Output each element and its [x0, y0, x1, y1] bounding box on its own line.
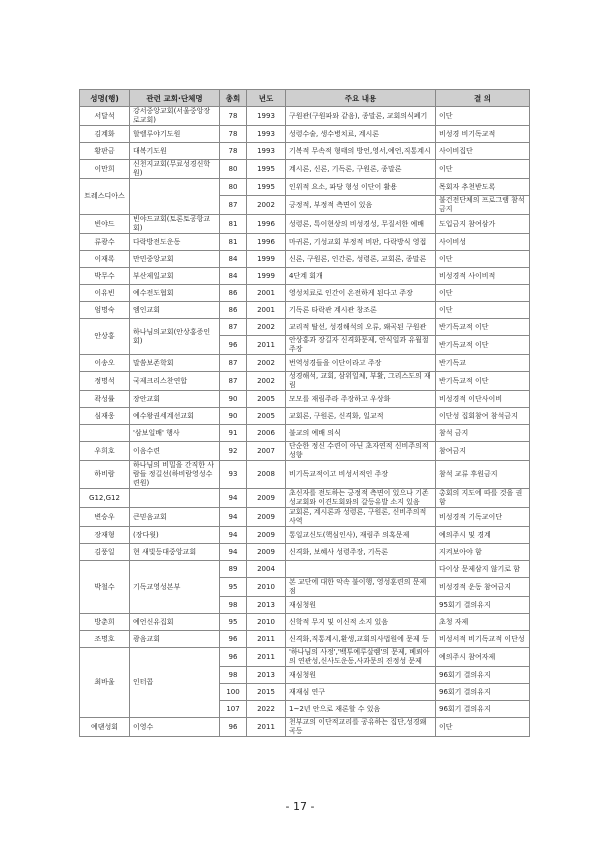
cell-content: 계시론, 신론, 기독론, 구원론, 종말론 [286, 160, 436, 179]
table-header-row [80, 90, 530, 107]
cell-name: 심재웅 [80, 408, 130, 425]
cell-org: 이영수 [130, 718, 220, 737]
cell-org: 장안교회 [130, 391, 220, 408]
cell-content: 재심청원 [286, 597, 436, 614]
cell-year: 2011 [247, 336, 286, 355]
cell-org [130, 179, 220, 215]
cell-resolution: 이단 [436, 718, 530, 737]
cell-year: 1999 [247, 268, 286, 285]
cell-general-assembly: 94 [220, 508, 247, 527]
cell-resolution: 비성서적 비기독교적 이단성 [436, 631, 530, 648]
cell-org: 예수전도협회 [130, 285, 220, 302]
cell-year: 2005 [247, 391, 286, 408]
cell-content: 안상홍과 장길자 신격화문제, 안식일과 유월절 주장 [286, 336, 436, 355]
page-number: - 17 - [285, 800, 315, 813]
cell-content: 본 교단에 대한 악속 불이행, 영성훈련의 문제점 [286, 578, 436, 597]
cell-org: 하나님의교회(안상홍증인회) [130, 319, 220, 355]
cell-resolution: 비성경적 운동 참여금지 [436, 578, 530, 597]
cell-content: 교회론, 구원론, 신격화, 일교적 [286, 408, 436, 425]
cell-general-assembly: 87 [220, 372, 247, 391]
cell-content: 통일교신도(핵심인사), 재림주 의혹문제 [286, 527, 436, 544]
cell-content: 신격화, 보혜사 성령주장, 기독론 [286, 544, 436, 561]
table-row [80, 391, 530, 408]
table-row [80, 408, 530, 425]
cell-year: 2010 [247, 578, 286, 597]
cell-name: 김풍일 [80, 544, 130, 561]
cell-year: 2013 [247, 667, 286, 684]
cell-general-assembly: 87 [220, 355, 247, 372]
cell-name: 황판금 [80, 143, 130, 160]
cell-resolution: 다이상 문제삼지 않기로 함 [436, 561, 530, 578]
cell-year: 2009 [247, 544, 286, 561]
cell-org: 예수왕권세계선교회 [130, 408, 220, 425]
cell-content: 초신자를 전도하는 긍정적 측면이 있으나 기존 성교회와 이견도회와의 갈등유발 소지 있음 [286, 489, 436, 508]
cell-content: 4단계 회개 [286, 268, 436, 285]
cell-general-assembly: 84 [220, 251, 247, 268]
cell-year: 2011 [247, 631, 286, 648]
cell-year: 2013 [247, 597, 286, 614]
cell-content: 불교의 예배 의식 [286, 425, 436, 442]
cell-resolution: 이단 [436, 251, 530, 268]
cell-org: 국제크리스찬연합 [130, 372, 220, 391]
cell-resolution: 비성경적 기독교이단 [436, 508, 530, 527]
table-row [80, 234, 530, 251]
cell-name: 이만희 [80, 160, 130, 179]
cell-name: 곽성률 [80, 391, 130, 408]
cell-general-assembly: 96 [220, 631, 247, 648]
cell-year: 2001 [247, 302, 286, 319]
cell-name: 이유빈 [80, 285, 130, 302]
cell-org: 현 새빛등대중앙교회 [130, 544, 220, 561]
cell-resolution: 반기독교적 이단 [436, 372, 530, 391]
cell-year: 2015 [247, 684, 286, 701]
cell-resolution: 예의주시 참여자제 [436, 648, 530, 667]
cell-name: 류광수 [80, 234, 130, 251]
table-row [80, 285, 530, 302]
cell-name [80, 425, 130, 442]
table-row [80, 614, 530, 631]
header-org: 관련 교회·단체명 [130, 90, 220, 107]
cell-general-assembly: 98 [220, 667, 247, 684]
cell-year: 2011 [247, 648, 286, 667]
cell-general-assembly: 80 [220, 160, 247, 179]
cell-year: 2002 [247, 196, 286, 215]
cell-content: 재심청원 [286, 667, 436, 684]
cell-content: 천부교의 이단적교리를 공유하는 집단,성경왜곡등 [286, 718, 436, 737]
cell-general-assembly: 89 [220, 561, 247, 578]
cell-general-assembly: 87 [220, 319, 247, 336]
cell-year: 2007 [247, 442, 286, 461]
cell-org: 이음수련 [130, 442, 220, 461]
cell-org: 광음교회 [130, 631, 220, 648]
table-row [80, 561, 530, 578]
cell-general-assembly: 93 [220, 461, 247, 489]
cell-general-assembly: 78 [220, 126, 247, 143]
cell-resolution: 예의주시 및 경계 [436, 527, 530, 544]
cell-name: 박철수 [80, 561, 130, 614]
cell-general-assembly: 80 [220, 179, 247, 196]
cell-general-assembly: 81 [220, 215, 247, 234]
cell-resolution: 이단 [436, 160, 530, 179]
table-row [80, 302, 530, 319]
cell-general-assembly: 90 [220, 391, 247, 408]
cell-name: G12,G12 [80, 489, 130, 508]
cell-org: 다락방전도운동 [130, 234, 220, 251]
cell-name: 이재록 [80, 251, 130, 268]
cell-resolution: 반기독교적 이단 [436, 336, 530, 355]
cell-resolution: 사이비성 [436, 234, 530, 251]
cell-org: 예언신유집회 [130, 614, 220, 631]
cell-content: 비기독교적이고 비성서적인 주장 [286, 461, 436, 489]
cell-content: 번역성경들을 이단이라고 주장 [286, 355, 436, 372]
cell-content: 긍정적, 부정적 측면이 있음 [286, 196, 436, 215]
cell-name: 방춘희 [80, 614, 130, 631]
cell-general-assembly: 87 [220, 196, 247, 215]
cell-year: 2009 [247, 508, 286, 527]
cell-content: 성령수술, 생수병치료, 계시론 [286, 126, 436, 143]
cell-resolution: 이단 [436, 302, 530, 319]
cell-name: 우희호 [80, 442, 130, 461]
cell-year: 1993 [247, 143, 286, 160]
cell-resolution: 이단 [436, 107, 530, 126]
cell-general-assembly: 78 [220, 107, 247, 126]
cell-content: 교회론, 계시론과 성령론, 구원론, 신비주의적 사역 [286, 508, 436, 527]
cell-resolution: 비성경적 이단사이비 [436, 391, 530, 408]
cell-year: 2006 [247, 425, 286, 442]
cell-general-assembly: 95 [220, 578, 247, 597]
table-row [80, 648, 530, 667]
cell-resolution: 초청 자제 [436, 614, 530, 631]
cell-resolution: 총회의 지도에 따를 것을 권함 [436, 489, 530, 508]
cell-resolution: 불건전단체의 프로그램 참석금지 [436, 196, 530, 215]
cell-content: 신격화,직통계시,환생,교회의사법원에 문제 등 [286, 631, 436, 648]
cell-content: 기복적 무속적 형태의 방언,영서,예언,직통계시 [286, 143, 436, 160]
cell-org: '삼보일배' 행사 [130, 425, 220, 442]
cell-resolution: 비성경 비기독교적 [436, 126, 530, 143]
cell-content: 단순한 정신 수련이 아닌 초자연적 신비주의적 성향 [286, 442, 436, 461]
cell-org: 말씀보존학회 [130, 355, 220, 372]
cell-general-assembly: 107 [220, 701, 247, 718]
cell-year: 2008 [247, 461, 286, 489]
table-row [80, 355, 530, 372]
cell-general-assembly: 91 [220, 425, 247, 442]
cell-name: 이송오 [80, 355, 130, 372]
cell-org: 기독교영성본부 [130, 561, 220, 614]
table-row [80, 160, 530, 179]
cell-org: 인터콥 [130, 648, 220, 718]
cell-year: 2011 [247, 718, 286, 737]
cell-year: 2004 [247, 561, 286, 578]
cell-general-assembly: 95 [220, 614, 247, 631]
cell-year: 1999 [247, 251, 286, 268]
cell-content: 성경해석, 교회, 삼위일체, 부활, 그리스도의 재림 [286, 372, 436, 391]
table-row [80, 215, 530, 234]
cell-name: 김계화 [80, 126, 130, 143]
cell-general-assembly: 86 [220, 302, 247, 319]
cell-resolution: 사이비집단 [436, 143, 530, 160]
table-row [80, 319, 530, 336]
cell-general-assembly: 81 [220, 234, 247, 251]
header-general-assembly: 총회 [220, 90, 247, 107]
cell-name: 엄명숙 [80, 302, 130, 319]
cell-content: 1~2년 안으로 재론할 수 있음 [286, 701, 436, 718]
table-row [80, 442, 530, 461]
cell-year: 2009 [247, 489, 286, 508]
cell-year: 1995 [247, 179, 286, 196]
cell-year: 2009 [247, 527, 286, 544]
table-row [80, 508, 530, 527]
header-resolution: 결 의 [436, 90, 530, 107]
cell-general-assembly: 96 [220, 336, 247, 355]
cell-org: 대복기도원 [130, 143, 220, 160]
cell-content: 교리적 탈선, 성경해석의 오류, 왜곡된 구원관 [286, 319, 436, 336]
cell-year: 2002 [247, 372, 286, 391]
cell-org: 만민중앙교회 [130, 251, 220, 268]
cell-name: 변승우 [80, 508, 130, 527]
cell-content: 기독론 타락관 계시관 창조론 [286, 302, 436, 319]
cell-name: 안상홍 [80, 319, 130, 355]
table-row [80, 372, 530, 391]
header-year: 년도 [247, 90, 286, 107]
table-row [80, 126, 530, 143]
cell-org: 할렐루야기도원 [130, 126, 220, 143]
table-row [80, 179, 530, 196]
table-row [80, 425, 530, 442]
cell-org: 큰믿음교회 [130, 508, 220, 527]
cell-year: 2010 [247, 614, 286, 631]
cell-content: 재재심 연구 [286, 684, 436, 701]
cell-year: 2001 [247, 285, 286, 302]
cell-general-assembly: 90 [220, 408, 247, 425]
cell-name: 트레스디아스 [80, 179, 130, 215]
cell-year: 1993 [247, 126, 286, 143]
cell-name: 정명석 [80, 372, 130, 391]
cell-resolution: 반기독교 [436, 355, 530, 372]
table-row [80, 107, 530, 126]
cell-general-assembly: 94 [220, 544, 247, 561]
header-name: 성명(행) [80, 90, 130, 107]
cell-content [286, 561, 436, 578]
cell-org: 하나님의 비밀을 간직한 사람들 정길선(하비람영성수련원) [130, 461, 220, 489]
table-row [80, 718, 530, 737]
cell-content: 신학적 무지 및 이신적 소지 있음 [286, 614, 436, 631]
cell-content: 영성치료로 인간이 온전하게 된다고 주장 [286, 285, 436, 302]
cell-org: (장다윗) [130, 527, 220, 544]
cell-name: 장재형 [80, 527, 130, 544]
cell-year: 2005 [247, 408, 286, 425]
cell-name: 최바울 [80, 648, 130, 718]
cell-resolution: 목회자 추천받도록 [436, 179, 530, 196]
table-row [80, 268, 530, 285]
cell-resolution: 반기독교적 이단 [436, 319, 530, 336]
cell-year: 2002 [247, 319, 286, 336]
cell-resolution: 도입금지 참여삼가 [436, 215, 530, 234]
cell-content: 마귀론, 기성교회 부정적 비판, 다락방식 영접 [286, 234, 436, 251]
cell-general-assembly: 96 [220, 718, 247, 737]
cell-content: 성령론, 특이현상의 비성경성, 무질서한 예배 [286, 215, 436, 234]
cell-content: '하나님의 사정','백투예루살렘'의 문제, 베뢰아의 연관성,신사도운동,사과문의 진정성 문제 [286, 648, 436, 667]
cell-content: 구원관(구원파와 같음), 종말론, 교회의식폐기 [286, 107, 436, 126]
cell-resolution: 96회기 결의유지 [436, 667, 530, 684]
cell-general-assembly: 78 [220, 143, 247, 160]
cell-year: 1996 [247, 234, 286, 251]
cell-general-assembly: 94 [220, 489, 247, 508]
cell-year: 2022 [247, 701, 286, 718]
cell-resolution: 96회기 결의유지 [436, 684, 530, 701]
cell-name: 하비람 [80, 461, 130, 489]
cell-name: 조명호 [80, 631, 130, 648]
cell-org [130, 489, 220, 508]
cell-org: 강서중앙교회(서울중앙장로교회) [130, 107, 220, 126]
cell-org: 엠인교회 [130, 302, 220, 319]
cell-year: 1996 [247, 215, 286, 234]
cell-org: 부산제일교회 [130, 268, 220, 285]
cell-general-assembly: 86 [220, 285, 247, 302]
cell-org: 빈야드교회(토론토공항교회) [130, 215, 220, 234]
cell-general-assembly: 92 [220, 442, 247, 461]
cell-name: 예댄성회 [80, 718, 130, 737]
cell-general-assembly: 96 [220, 648, 247, 667]
cell-resolution: 95회기 결의유지 [436, 597, 530, 614]
table-row [80, 631, 530, 648]
cell-content: 신론, 구원론, 인간론, 성령론, 교회론, 종말론 [286, 251, 436, 268]
cell-resolution: 참석 교류 후원금지 [436, 461, 530, 489]
cell-content: 모모를 재림주라 주장하고 우상화 [286, 391, 436, 408]
table-row [80, 527, 530, 544]
table-row [80, 489, 530, 508]
cell-content: 인위적 요소, 파당 형성 이단이 활용 [286, 179, 436, 196]
cell-general-assembly: 100 [220, 684, 247, 701]
cell-resolution: 비성경적 사이비적 [436, 268, 530, 285]
cell-resolution: 이단성 집회참여 참석금지 [436, 408, 530, 425]
cell-resolution: 이단 [436, 285, 530, 302]
cell-year: 1995 [247, 160, 286, 179]
cell-name: 박무수 [80, 268, 130, 285]
cell-name: 빈야드 [80, 215, 130, 234]
cell-general-assembly: 94 [220, 527, 247, 544]
header-content: 주요 내용 [286, 90, 436, 107]
resolution-table [79, 89, 530, 737]
table-body [80, 107, 530, 737]
cell-name: 서달석 [80, 107, 130, 126]
table-row [80, 143, 530, 160]
table-row [80, 544, 530, 561]
cell-resolution: 참석 금지 [436, 425, 530, 442]
cell-resolution: 96회기 결의유지 [436, 701, 530, 718]
cell-org: 신천지교회(무료성경신학원) [130, 160, 220, 179]
cell-year: 2002 [247, 355, 286, 372]
cell-year: 1993 [247, 107, 286, 126]
cell-general-assembly: 98 [220, 597, 247, 614]
cell-resolution: 참여금지 [436, 442, 530, 461]
cell-resolution: 지켜보아야 함 [436, 544, 530, 561]
table-row [80, 461, 530, 489]
cell-general-assembly: 84 [220, 268, 247, 285]
table-row [80, 251, 530, 268]
